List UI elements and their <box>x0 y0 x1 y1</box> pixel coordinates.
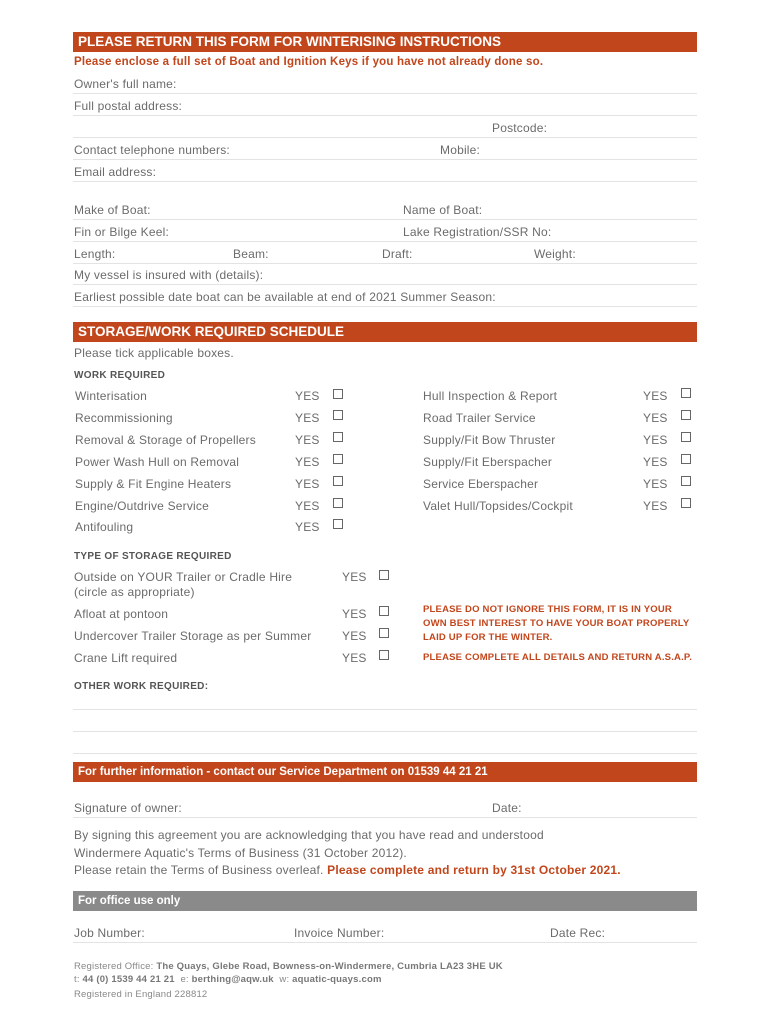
contact-text: For further information - contact our Service Department on 01539 44 21 21 <box>78 766 488 778</box>
registration-label: Lake Registration/SSR No: <box>403 225 552 239</box>
yes-label: YES <box>643 433 668 447</box>
yes-label: YES <box>643 411 668 425</box>
checkbox-engine-service[interactable] <box>333 498 343 508</box>
checkbox-eberspacher-service[interactable] <box>681 476 691 486</box>
checkbox-storage-afloat[interactable] <box>379 606 389 616</box>
draft-label: Draft: <box>382 247 413 261</box>
footer-contacts <box>74 974 382 985</box>
work-item-road-trailer: Road Trailer Service <box>423 411 536 425</box>
agreement-line-1: By signing this agreement you are acknowledging that you have read and understood <box>74 828 544 842</box>
registered-address: The Quays, Glebe Road, Bowness-on-Windermere, Cumbria LA23 3HE UK <box>156 961 503 972</box>
email-label: Email address: <box>74 165 157 179</box>
email-field[interactable] <box>73 181 697 182</box>
schedule-title: STORAGE/WORK REQUIRED SCHEDULE <box>78 324 345 339</box>
checkbox-storage-undercover[interactable] <box>379 628 389 638</box>
footer-website[interactable]: aquatic-quays.com <box>292 974 382 985</box>
checkbox-road-trailer[interactable] <box>681 410 691 420</box>
work-item-eberspacher-fit: Supply/Fit Eberspacher <box>423 455 553 469</box>
yes-label: YES <box>295 433 320 447</box>
deadline-text: Please complete and return by 31st October 2021. <box>327 863 621 877</box>
postcode-field[interactable] <box>73 137 697 138</box>
yes-label: YES <box>295 477 320 491</box>
signature-field[interactable] <box>73 817 697 818</box>
checkbox-recommissioning[interactable] <box>333 410 343 420</box>
storage-item-trailer-note: (circle as appropriate) <box>74 585 195 599</box>
other-work-heading: OTHER WORK REQUIRED: <box>74 681 209 692</box>
boat-make-label: Make of Boat: <box>74 203 151 217</box>
insurance-field[interactable] <box>73 284 697 285</box>
postal-address-label: Full postal address: <box>74 99 183 113</box>
agreement-line-3 <box>74 863 621 877</box>
owner-name-field[interactable] <box>73 93 697 94</box>
registered-office <box>74 961 503 972</box>
checkbox-hull-inspection[interactable] <box>681 388 691 398</box>
postal-address-field[interactable] <box>73 115 697 116</box>
footer-email[interactable]: berthing@aqw.uk <box>191 974 274 985</box>
work-item-recommissioning: Recommissioning <box>75 411 173 425</box>
office-use-bar <box>73 891 697 911</box>
checkbox-power-wash[interactable] <box>333 454 343 464</box>
complete-notice: PLEASE COMPLETE ALL DETAILS AND RETURN A.S.A.P. <box>423 652 693 663</box>
checkbox-antifouling[interactable] <box>333 519 343 529</box>
schedule-title-bar <box>73 322 697 342</box>
phone: 44 (0) 1539 44 21 21 <box>82 974 175 985</box>
dimensions-field[interactable] <box>73 263 697 264</box>
work-item-engine-heaters: Supply & Fit Engine Heaters <box>75 477 232 491</box>
boat-name-label: Name of Boat: <box>403 203 483 217</box>
yes-label: YES <box>342 607 367 621</box>
yes-label: YES <box>295 389 320 403</box>
insurance-label: My vessel is insured with (details): <box>74 268 264 282</box>
mobile-label: Mobile: <box>440 143 481 157</box>
earliest-date-field[interactable] <box>73 306 697 307</box>
work-item-eberspacher-service: Service Eberspacher <box>423 477 539 491</box>
yes-label: YES <box>295 520 320 534</box>
yes-label: YES <box>643 389 668 403</box>
telephone-field[interactable] <box>73 159 697 160</box>
checkbox-storage-trailer[interactable] <box>379 570 389 580</box>
warning-line-3: LAID UP FOR THE WINTER. <box>423 632 553 643</box>
date-rec-label: Date Rec: <box>550 926 606 940</box>
yes-label: YES <box>342 651 367 665</box>
checkbox-engine-heaters[interactable] <box>333 476 343 486</box>
office-use-title: For office use only <box>78 895 181 907</box>
yes-label: YES <box>295 499 320 513</box>
yes-label: YES <box>643 455 668 469</box>
work-item-power-wash: Power Wash Hull on Removal <box>75 455 240 469</box>
warning-line-1: PLEASE DO NOT IGNORE THIS FORM, IT IS IN YOUR <box>423 604 672 615</box>
checkbox-winterisation[interactable] <box>333 389 343 399</box>
work-item-engine-service: Engine/Outdrive Service <box>75 499 209 513</box>
signature-label: Signature of owner: <box>74 801 182 815</box>
yes-label: YES <box>342 629 367 643</box>
office-use-field[interactable] <box>73 942 697 943</box>
invoice-number-label: Invoice Number: <box>294 926 385 940</box>
form-title: PLEASE RETURN THIS FORM FOR WINTERISING INSTRUCTIONS <box>78 34 502 49</box>
checkbox-propellers[interactable] <box>333 432 343 442</box>
yes-label: YES <box>643 499 668 513</box>
boat-make-field[interactable] <box>73 219 697 220</box>
yes-label: YES <box>342 570 367 584</box>
signature-date-label: Date: <box>492 801 522 815</box>
beam-label: Beam: <box>233 247 269 261</box>
checkbox-eberspacher-fit[interactable] <box>681 454 691 464</box>
form-title-bar <box>73 32 697 52</box>
agreement-line-2: Windermere Aquatic's Terms of Business (31 October 2012). <box>74 846 407 860</box>
retain-terms-text: Please retain the Terms of Business overleaf. <box>74 863 324 877</box>
web-label: w: <box>279 974 290 985</box>
tick-instruction: Please tick applicable boxes. <box>74 346 234 360</box>
weight-label: Weight: <box>534 247 576 261</box>
work-required-heading: WORK REQUIRED <box>74 370 166 381</box>
phone-label: t: <box>74 974 80 985</box>
keys-notice: Please enclose a full set of Boat and Ignition Keys if you have not already done so. <box>74 56 544 68</box>
other-work-line-2[interactable] <box>73 731 697 732</box>
storage-type-heading: TYPE OF STORAGE REQUIRED <box>74 551 232 562</box>
checkbox-bow-thruster[interactable] <box>681 432 691 442</box>
checkbox-valet[interactable] <box>681 498 691 508</box>
storage-item-crane: Crane Lift required <box>74 651 178 665</box>
yes-label: YES <box>643 477 668 491</box>
work-item-antifouling: Antifouling <box>75 520 134 534</box>
earliest-date-label: Earliest possible date boat can be available at end of 2021 Summer Season: <box>74 290 496 304</box>
work-item-valet: Valet Hull/Topsides/Cockpit <box>423 499 573 513</box>
warning-line-2: OWN BEST INTEREST TO HAVE YOUR BOAT PROPERLY <box>423 618 690 629</box>
storage-item-undercover: Undercover Trailer Storage as per Summer <box>74 629 312 643</box>
work-item-hull-inspection: Hull Inspection & Report <box>423 389 558 403</box>
storage-item-trailer: Outside on YOUR Trailer or Cradle Hire <box>74 570 293 584</box>
keel-label: Fin or Bilge Keel: <box>74 225 169 239</box>
work-item-bow-thruster: Supply/Fit Bow Thruster <box>423 433 556 447</box>
owner-name-label: Owner's full name: <box>74 77 177 91</box>
registered-office-label: Registered Office: <box>74 961 154 972</box>
postcode-label: Postcode: <box>492 121 548 135</box>
length-label: Length: <box>74 247 116 261</box>
keel-field[interactable] <box>73 241 697 242</box>
email-label-footer: e: <box>180 974 189 985</box>
job-number-label: Job Number: <box>74 926 145 940</box>
yes-label: YES <box>295 411 320 425</box>
telephone-label: Contact telephone numbers: <box>74 143 230 157</box>
contact-bar <box>73 762 697 782</box>
other-work-line-3[interactable] <box>73 753 697 754</box>
storage-item-afloat: Afloat at pontoon <box>74 607 169 621</box>
yes-label: YES <box>295 455 320 469</box>
work-item-propellers: Removal & Storage of Propellers <box>75 433 256 447</box>
company-registration: Registered in England 228812 <box>74 989 208 1000</box>
other-work-line-1[interactable] <box>73 709 697 710</box>
checkbox-storage-crane[interactable] <box>379 650 389 660</box>
work-item-winterisation: Winterisation <box>75 389 147 403</box>
